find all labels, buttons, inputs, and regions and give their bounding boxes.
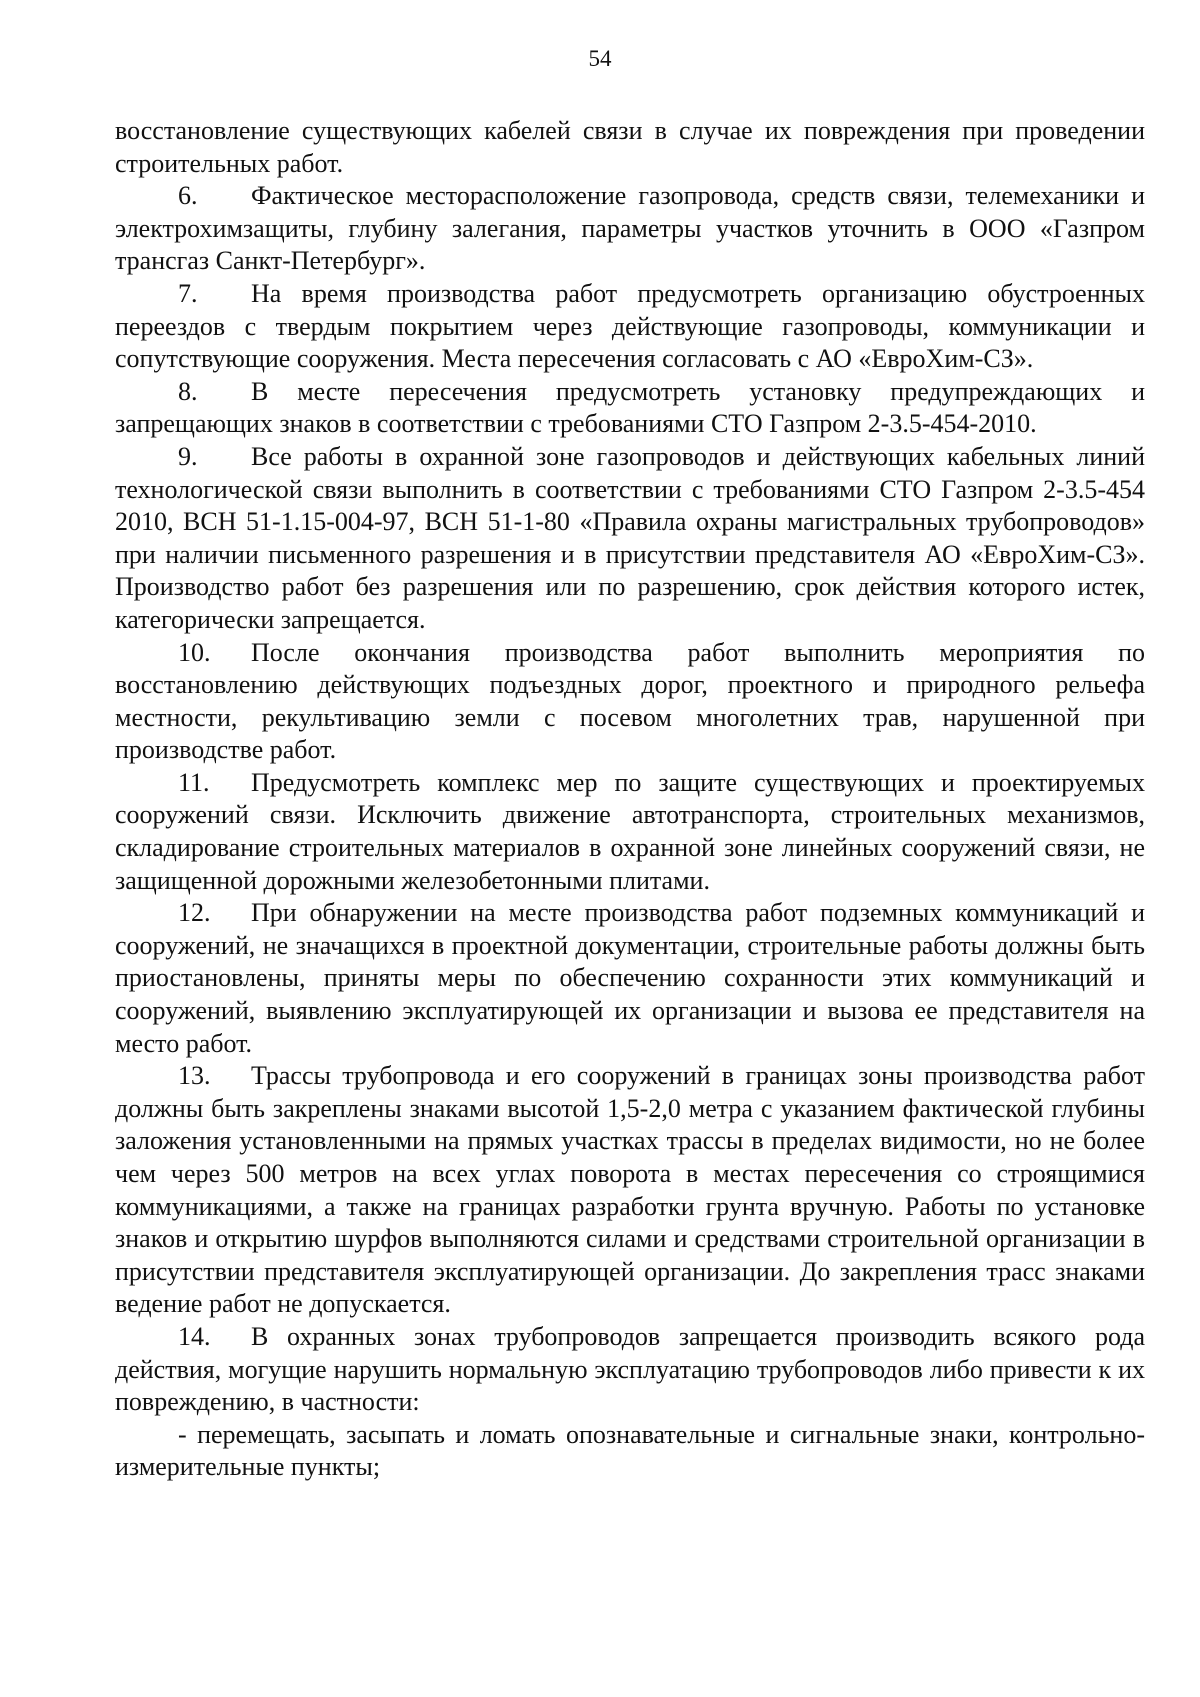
item-number: 13. (178, 1061, 211, 1091)
paragraph-text: Фактическое месторасположение газопровода, средств связи, телемеханики и электрохимзащиты, глубину залегания, параметры участков уточнить в ООО «Газпром трансгаз Санкт-Петербург». (115, 181, 1145, 276)
paragraph-item-7 (115, 278, 1145, 376)
paragraph-text: В охранных зонах трубопроводов запрещается производить всякого рода действия, могущие нарушить нормальную эксплуатацию трубопроводов либо привести к их повреждению, в частности: (115, 1321, 1145, 1417)
paragraph-item-11 (115, 767, 1145, 897)
item-number: 11. (178, 767, 210, 797)
paragraph-text: После окончания производства работ выполнить мероприятия по восстановлению действующих подъездных дорог, проектного и природного рельефа местности, рекультивацию земли с посевом многолетних трав, нарушенной при производстве работ. (115, 637, 1145, 765)
paragraph-item-12 (115, 897, 1145, 1060)
item-number: 14. (178, 1321, 211, 1351)
paragraph-item-10 (115, 637, 1145, 767)
paragraph-text: Предусмотреть комплекс мер по защите существующих и проектируемых сооружений связи. Исключить движение автотранспорта, строительных механизмов, складирование строительных материалов в охранной зоне линейных сооружений связи, не защищенной дорожными железобетонными плитами. (115, 767, 1145, 895)
document-body (115, 115, 1145, 1484)
item-number: 9. (178, 441, 198, 471)
list-item-dash (115, 1419, 1145, 1484)
paragraph-item-8 (115, 376, 1145, 441)
paragraph-item-9 (115, 441, 1145, 637)
paragraph-text: - перемещать, засыпать и ломать опознавательные и сигнальные знаки, контрольно-измерительные пункты; (115, 1419, 1145, 1482)
item-number: 7. (178, 278, 198, 308)
paragraph-text: восстановление существующих кабелей связи в случае их повреждения при проведении строительных работ. (115, 116, 1145, 178)
paragraph-text: При обнаружении на месте производства работ подземных коммуникаций и сооружений, не значащихся в проектной документации, строительные работы должны быть приостановлены, приняты меры по обеспечению сохранности этих коммуникаций и сооружений, выявлению эксплуатирующей их организации и вызова ее представителя на место работ. (115, 898, 1145, 1058)
item-number: 6. (178, 181, 198, 211)
item-number: 12. (178, 898, 211, 928)
paragraph-text: Все работы в охранной зоне газопроводов и действующих кабельных линий технологической связи выполнить в соответствии с требованиями СТО Газпром 2-3.5-454 2010, ВСН 51-1.15-004-97, ВСН 51-1-80 «Правила охраны магистральных трубопроводов» при наличии письменного разрешения и в присутствии представителя АО «ЕвроХим-СЗ». Производство работ без разрешения или по разрешению, срок действия которого истек, категорически запрещается. (115, 441, 1145, 634)
paragraph-text: Трассы трубопровода и его сооружений в границах зоны производства работ должны быть закреплены знаками высотой 1,5-2,0 метра с указанием фактической глубины заложения установленными на прямых участках трассы в пределах видимости, но не более чем через 500 метров на всех углах поворота в местах пересечения со строящимися коммуникациями, а также на границах разработки грунта вручную. Работы по установке знаков и открытию шурфов выполняются силами и средствами строительной организации в присутствии представителя эксплуатирующей организации. До закрепления трасс знаками ведение работ не допускается. (115, 1061, 1145, 1319)
paragraph-continuation (115, 115, 1145, 180)
paragraph-text: В месте пересечения предусмотреть установку предупреждающих и запрещающих знаков в соответствии с требованиями СТО Газпром 2-3.5-454-2010. (115, 376, 1145, 439)
paragraph-item-14 (115, 1321, 1145, 1419)
item-number: 8. (178, 376, 198, 406)
paragraph-item-13 (115, 1060, 1145, 1321)
paragraph-text: На время производства работ предусмотреть организацию обустроенных переездов с твердым покрытием через действующие газопроводы, коммуникации и сопутствующие сооружения. Места пересечения согласовать с АО «ЕвроХим-СЗ». (115, 278, 1145, 374)
page-number: 54 (588, 46, 612, 71)
item-number: 10. (178, 637, 211, 667)
paragraph-item-6 (115, 180, 1145, 278)
